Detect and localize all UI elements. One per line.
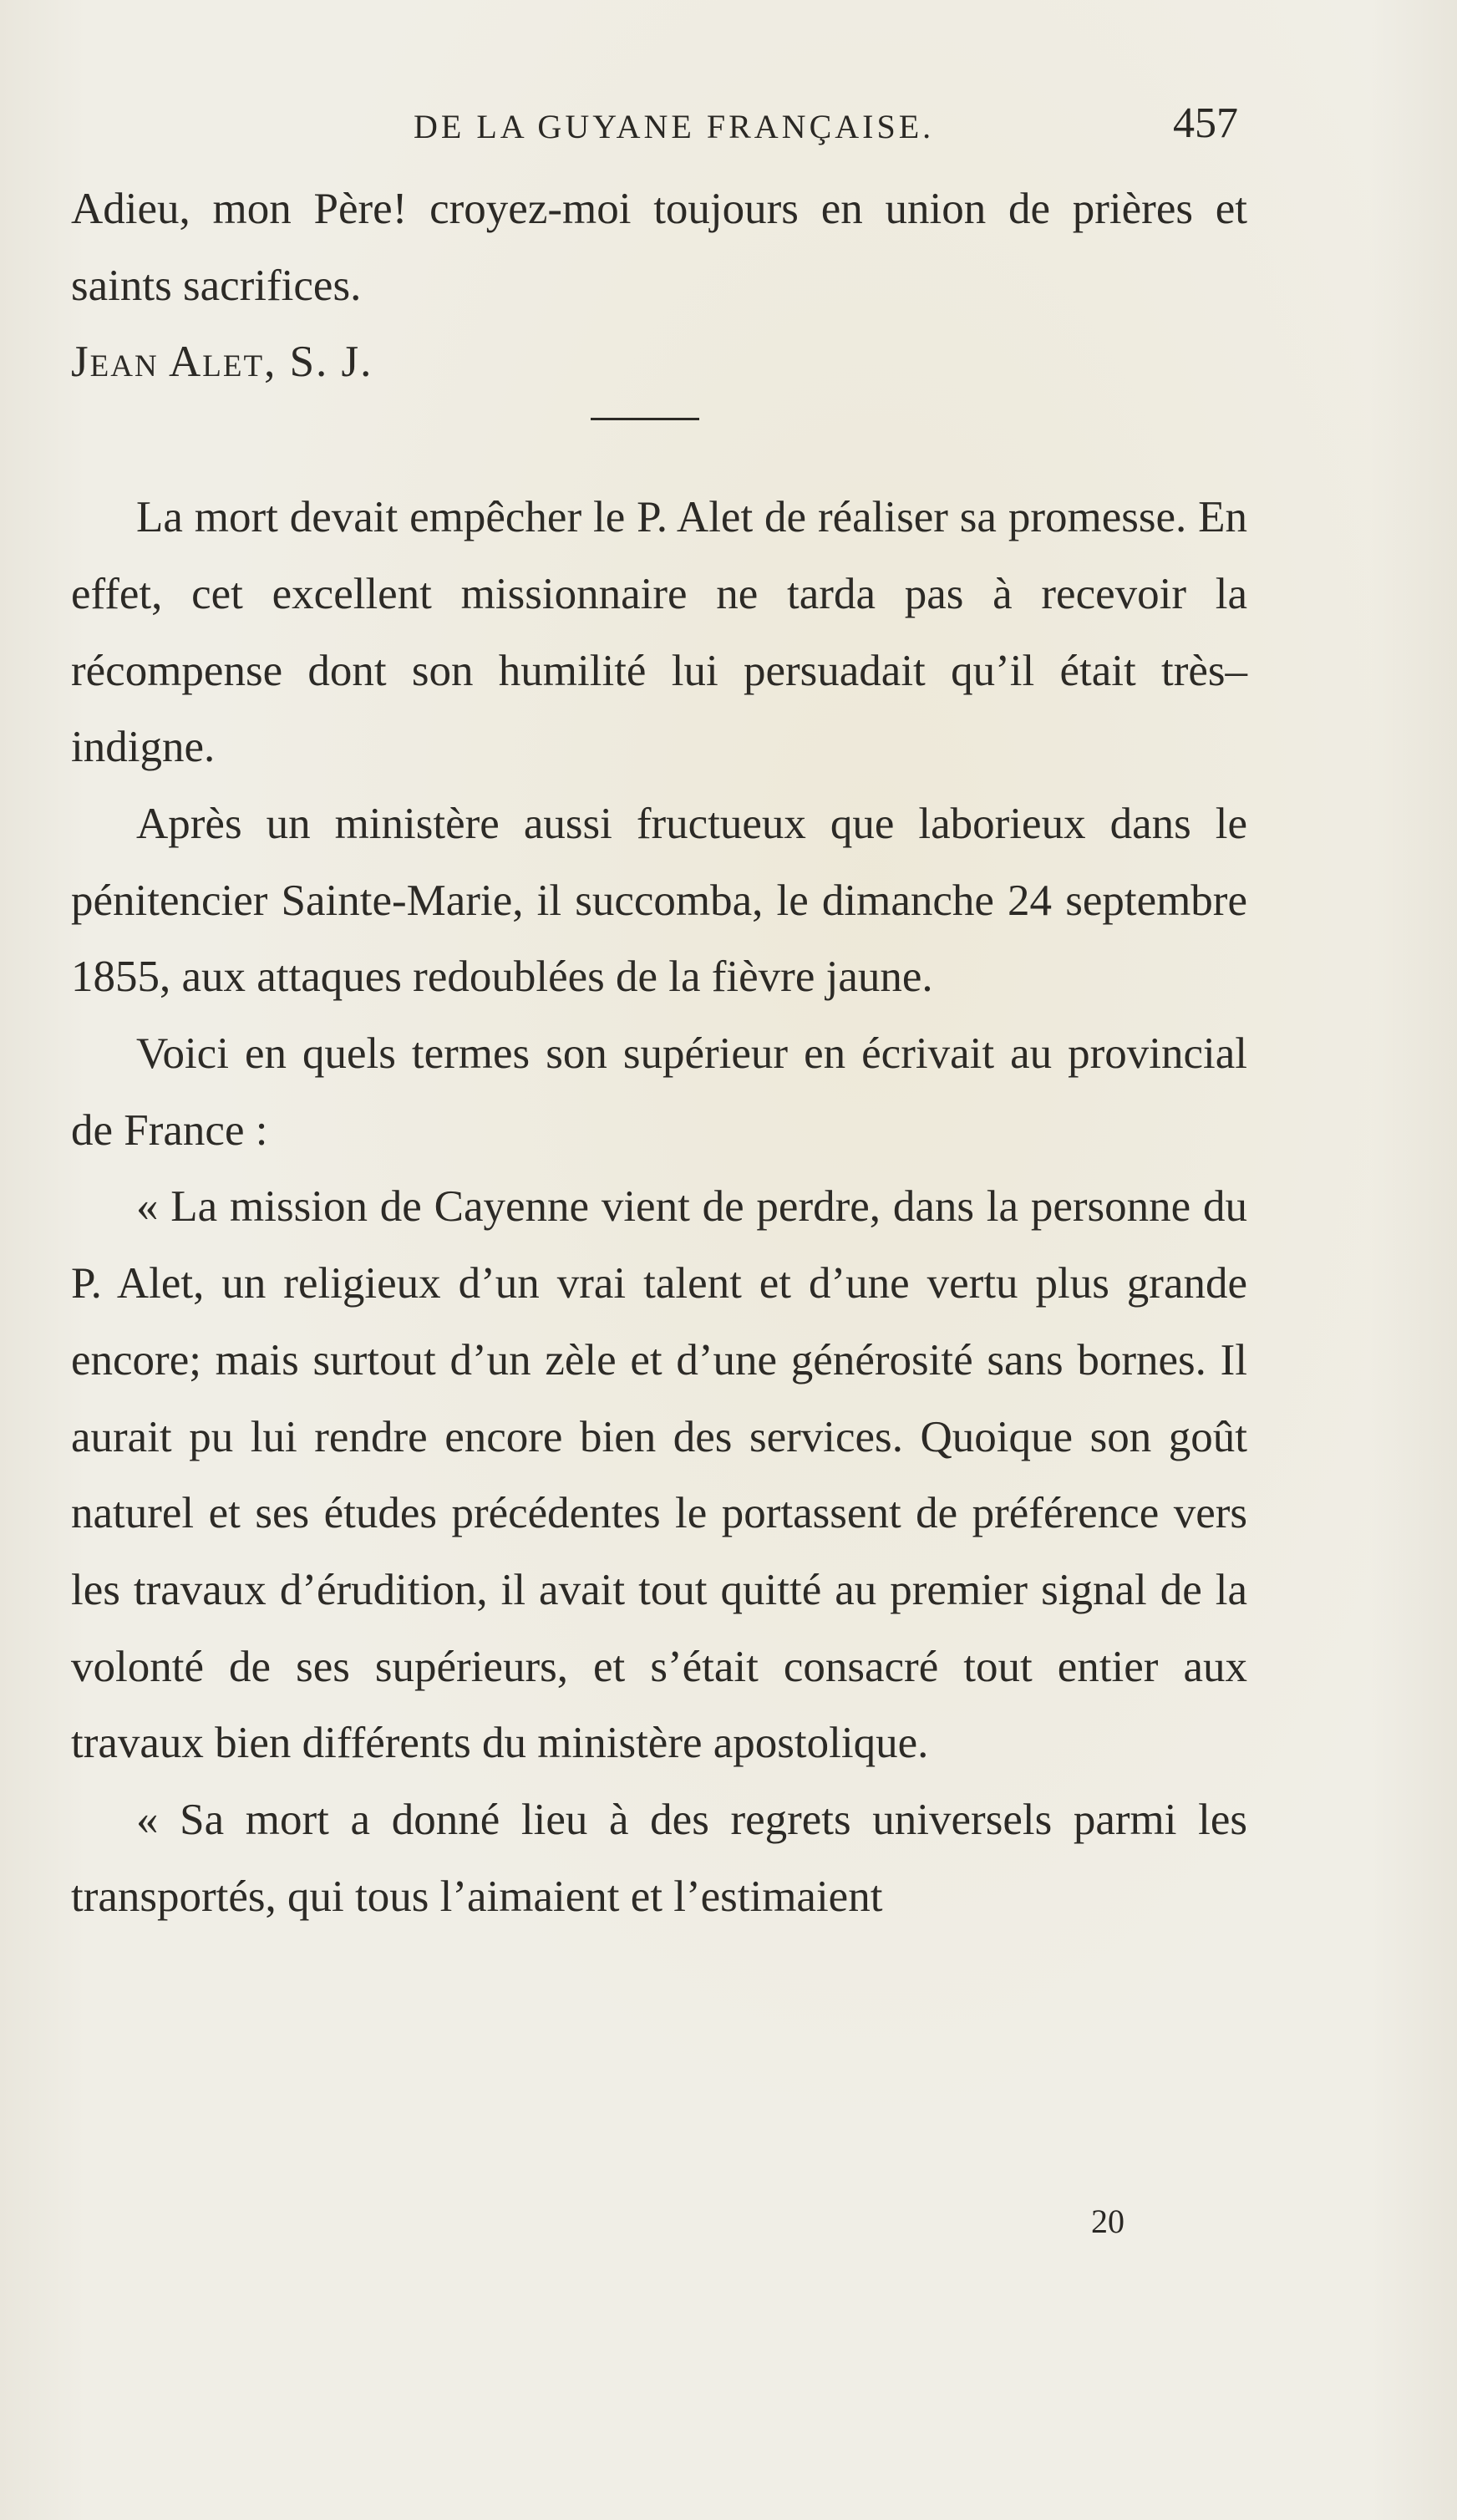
paragraph-quote-mission: « La mission de Cayenne vient de perdre, dans la personne du P. Alet, un religieux d’un vrai talent et d’une vertu plus grande encore; mais surtout d’un zèle et d’une générosité sans bornes. Il aurait pu lui rendre encore bien des services. Quoique son goût naturel et ses études précédentes le portassent de préférence vers les travaux d’érudition, il avait tout quitté au premier signal de la volonté de ses supérieurs, et s’était consacré tout entier aux travaux bien différents du ministère apostolique. [71,1182,1247,1768]
paragraph-death: La mort devait empêcher le P. Alet de réaliser sa promesse. En effet, cet excellent missionnaire ne tarda pas à recevoir la récompense dont son humilité lui persuadait qu’il était très–indigne. [71,493,1247,772]
running-head: DE LA GUYANE FRANÇAISE. [414,108,935,145]
paragraph-ministry: Après un ministère aussi fructueux que laborieux dans le pénitencier Sainte-Marie, il succomba, le dimanche 24 septembre 1855, aux attaques redoublées de la fièvre jaune. [71,799,1247,1002]
paragraph-quote-regrets: « Sa mort a donné lieu à des regrets universels parmi les transportés, qui tous l’aimaient et l’estimaient [71,1796,1247,1921]
section-rule [591,418,699,420]
letter-signature: Jean Alet, S. J. [71,338,373,387]
text-block [71,171,1247,1935]
page-number: 457 [1173,99,1238,147]
paragraph-closing-letter: Adieu, mon Père! croyez-moi toujours en union de prières et saints sacrifices. [71,185,1247,310]
paragraph-superior: Voici en quels termes son supérieur en écrivait au provincial de France : [71,1029,1247,1155]
signature-mark: 20 [1091,2202,1124,2240]
